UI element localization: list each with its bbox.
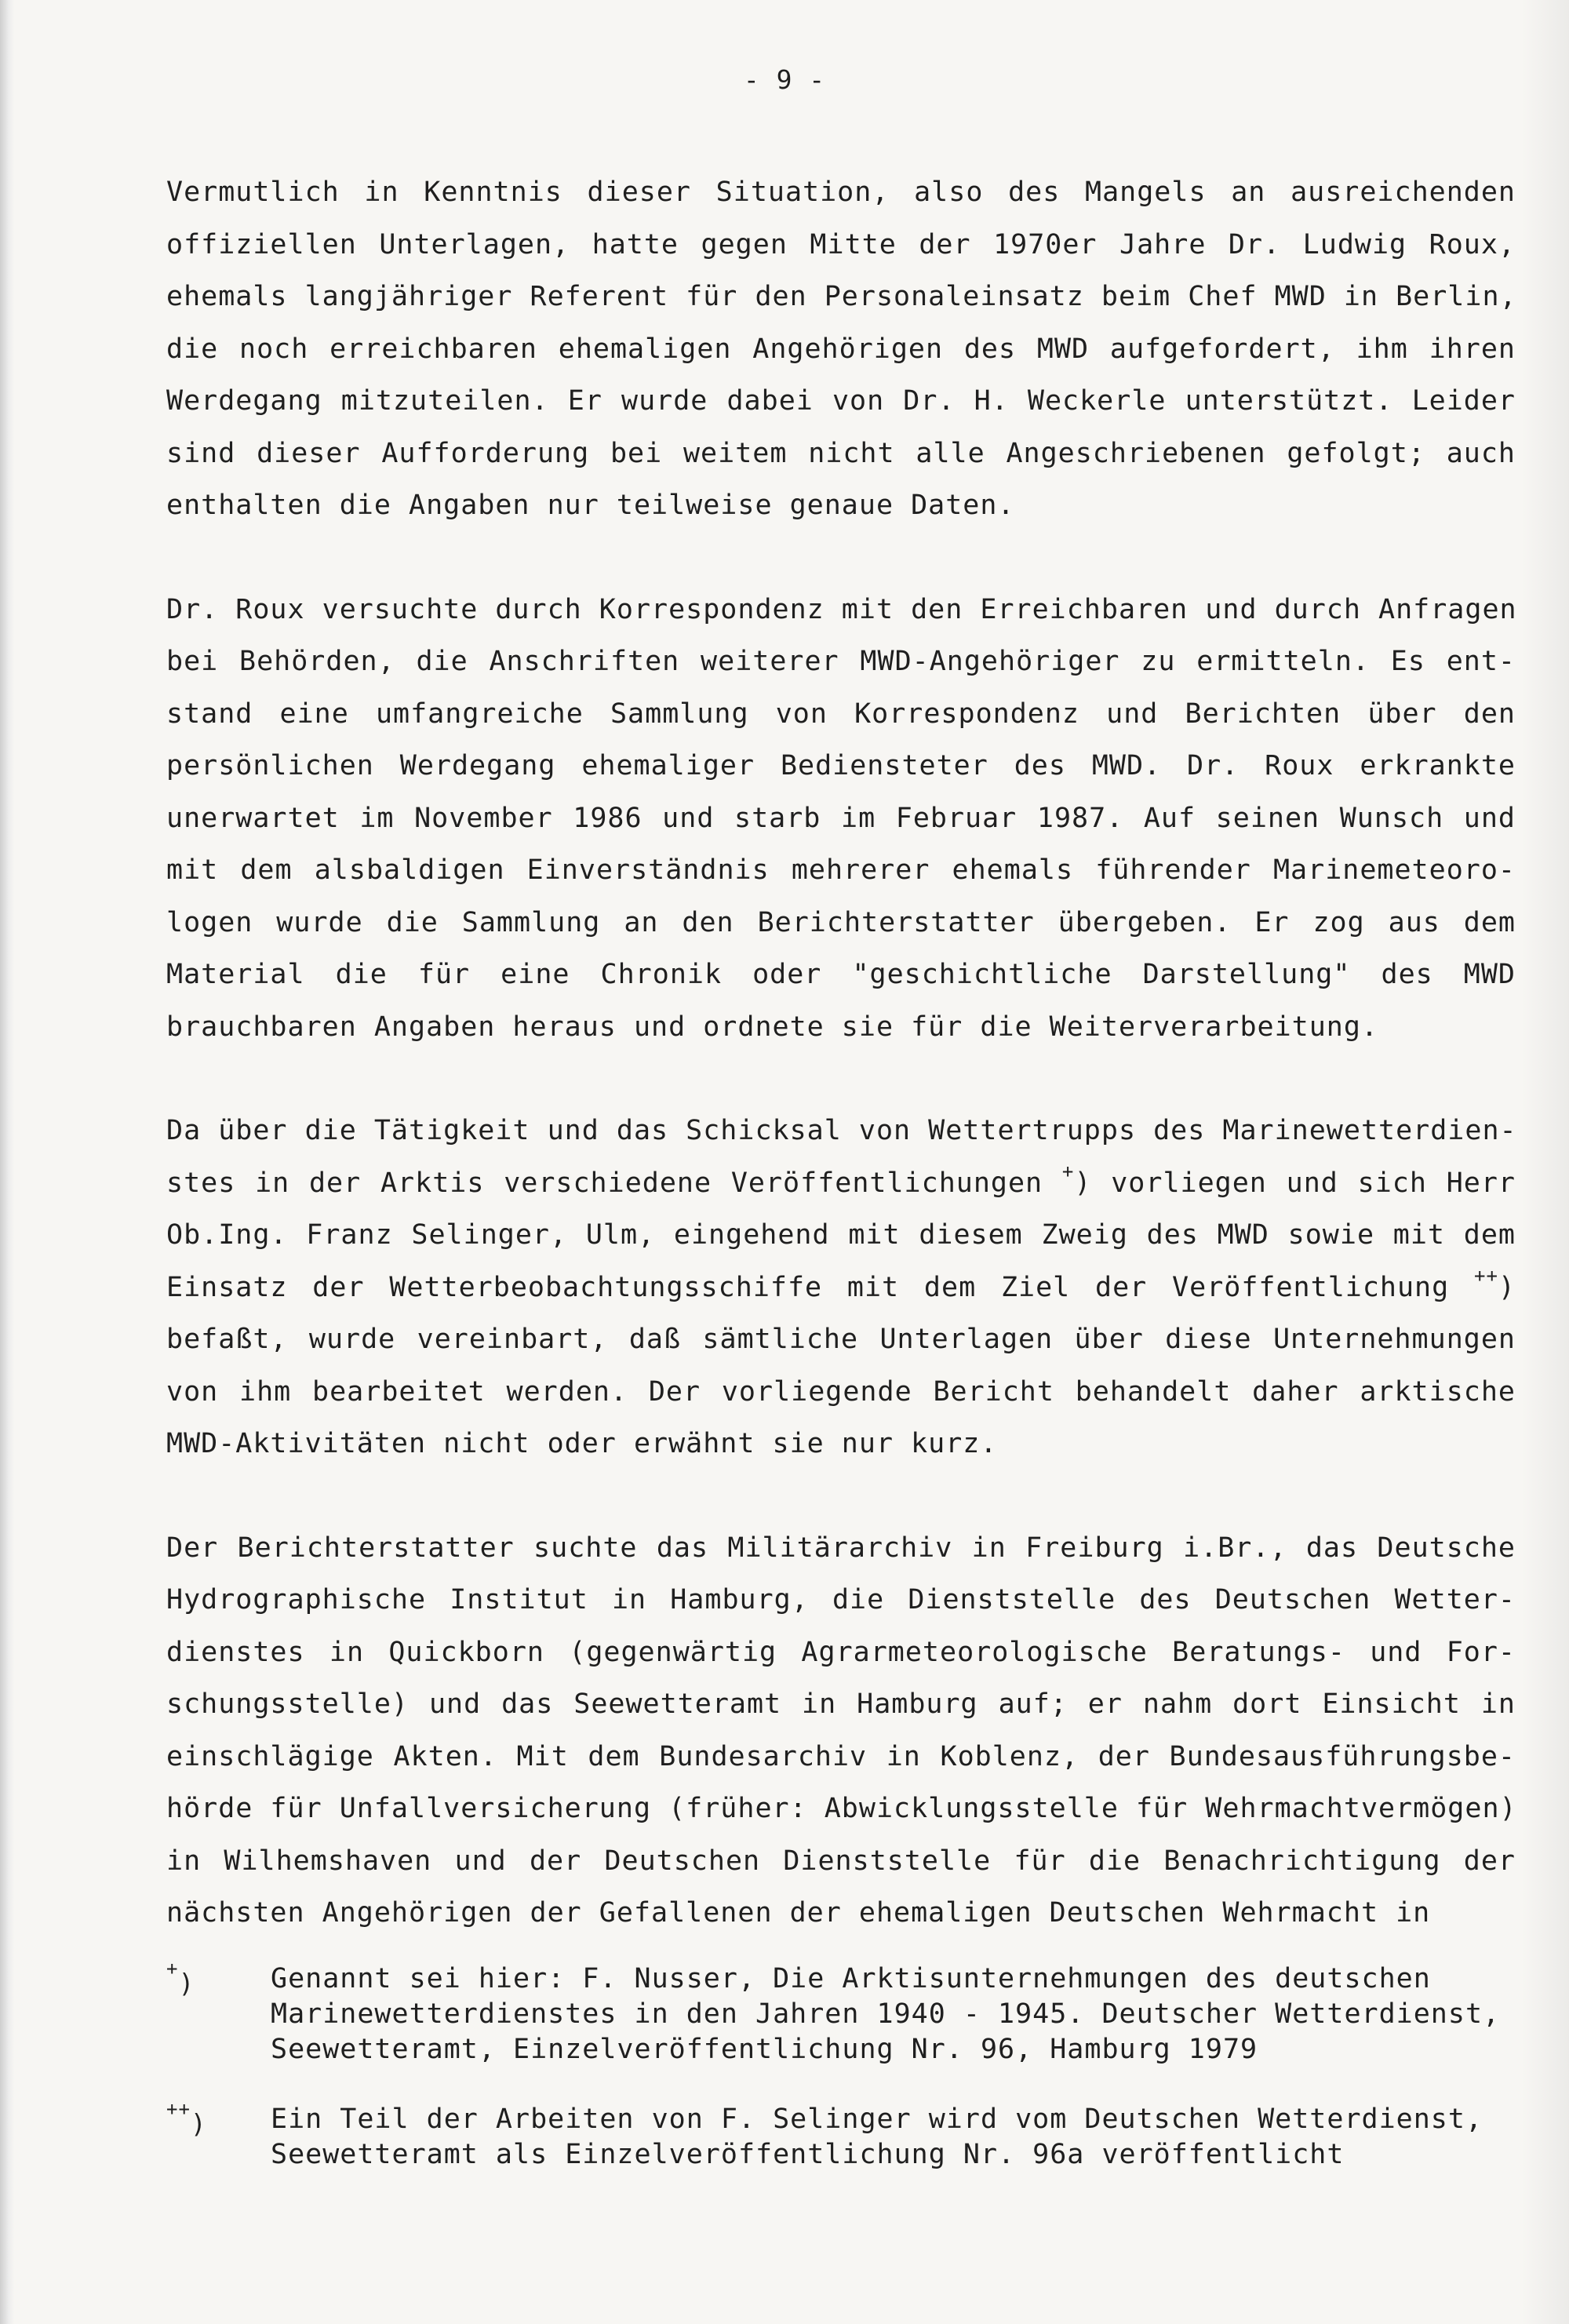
footnote-line: Seewetteramt als Einzelveröffentlichung Nr. 96a veröffentlicht — [271, 2139, 1345, 2170]
text-line: Dr. Roux versuchte durch Korrespondenz mit den Erreichbaren und durch Anfragen — [166, 593, 1517, 625]
footnote-paren: ) — [190, 2108, 207, 2139]
text-line: mit dem alsbaldigen Einverständnis mehrerer ehemals führender Marinemeteoro- — [166, 854, 1516, 886]
text-line: enthalten die Angaben nur teilweise genaue Daten. — [166, 490, 1015, 521]
footnote-paren: ) — [178, 1968, 195, 1998]
text-line: stand eine umfangreiche Sammlung von Korrespondenz und Berichten über den — [166, 698, 1516, 730]
footnote-text — [271, 1962, 1501, 2067]
text-line-with-footnote-ref — [166, 1262, 1516, 1314]
text-line: hörde für Unfallversicherung (früher: Abwicklungsstelle für Wehrmachtvermögen) — [166, 1793, 1517, 1824]
text-line: MWD-Aktivitäten nicht oder erwähnt sie nur kurz. — [166, 1428, 998, 1459]
text-segment: Einsatz der Wetterbeobachtungsschiffe mit dem Ziel der Veröffentlichung — [166, 1271, 1450, 1303]
text-line: bei Behörden, die Anschriften weiterer MWD-Angehöriger zu ermitteln. Es ent- — [166, 646, 1516, 677]
text-line: Vermutlich in Kenntnis dieser Situation, also des Mangels an ausreichenden — [166, 177, 1516, 208]
text-line: dienstes in Quickborn (gegenwärtig Agrarmeteorologische Beratungs- und For- — [166, 1636, 1516, 1668]
text-line: befaßt, wurde vereinbart, daß sämtliche Unterlagen über diese Unternehmungen — [166, 1324, 1516, 1355]
footnotes — [166, 1958, 1516, 2207]
paragraph-3 — [166, 1105, 1516, 1470]
paragraph-1 — [166, 166, 1516, 532]
page-edge-shadow — [0, 0, 14, 2324]
text-line: nächsten Angehörigen der Gefallenen der ehemaligen Deutschen Wehrmacht in — [166, 1897, 1431, 1929]
text-line-with-footnote-ref — [166, 1157, 1516, 1210]
text-line: sind dieser Aufforderung bei weitem nicht alle Angeschriebenen gefolgt; auch — [166, 437, 1516, 469]
footnote-reference-1: + — [1061, 1160, 1075, 1182]
body-text — [166, 166, 1516, 1991]
text-line: einschlägige Akten. Mit dem Bundesarchiv in Koblenz, der Bundesausführungsbe- — [166, 1740, 1516, 1772]
footnote-1 — [166, 1958, 1516, 2067]
text-line: Werdegang mitzuteilen. Er wurde dabei von Dr. H. Weckerle unterstützt. Leider — [166, 385, 1516, 417]
paragraph-2 — [166, 584, 1516, 1054]
text-line: Da über die Tätigkeit und das Schicksal von Wettertrupps des Marinewetterdien- — [166, 1115, 1517, 1146]
text-line: Ob.Ing. Franz Selinger, Ulm, eingehend mit diesem Zweig des MWD sowie mit dem — [166, 1219, 1516, 1251]
footnote-line: Marinewetterdienstes in den Jahren 1940 - 1945. Deutscher Wetterdienst, — [271, 1998, 1501, 2030]
text-line: offiziellen Unterlagen, hatte gegen Mitte der 1970er Jahre Dr. Ludwig Roux, — [166, 228, 1516, 260]
bleed-through-shadow — [1522, 0, 1569, 2324]
text-line: persönlichen Werdegang ehemaliger Bediensteter des MWD. Dr. Roux erkrankte — [166, 750, 1516, 781]
text-segment: ) vorliegen und sich Herr — [1074, 1167, 1516, 1199]
text-line: brauchbaren Angaben heraus und ordnete sie für die Weiterverarbeitung. — [166, 1011, 1379, 1043]
text-line: in Wilhemshaven und der Deutschen Dienststelle für die Benachrichtigung der — [166, 1845, 1516, 1877]
footnote-marker — [166, 2098, 268, 2139]
text-line: von ihm bearbeitet werden. Der vorliegende Bericht behandelt daher arktische — [166, 1375, 1516, 1408]
text-line: Hydrographische Institut in Hamburg, die Dienststelle des Deutschen Wetter- — [166, 1584, 1516, 1616]
text-line: schungsstelle) und das Seewetteramt in Hamburg auf; er nahm dort Einsicht in — [166, 1688, 1516, 1720]
footnote-line: Ein Teil der Arbeiten von F. Selinger wird vom Deutschen Wetterdienst, — [271, 2104, 1483, 2135]
text-line: logen wurde die Sammlung an den Berichterstatter übergeben. Er zog aus dem — [166, 906, 1516, 938]
text-line: Der Berichterstatter suchte das Militärarchiv in Freiburg i.Br., das Deutsche — [166, 1532, 1516, 1564]
footnote-line: Genannt sei hier: F. Nusser, Die Arktisunternehmungen des deutschen — [271, 1963, 1431, 1994]
text-line: unerwartet im November 1986 und starb im Februar 1987. Auf seinen Wunsch und — [166, 802, 1516, 834]
footnote-2 — [166, 2098, 1516, 2173]
text-segment: stes in der Arktis verschiedene Veröffentlichungen — [166, 1167, 1043, 1199]
footnote-text — [271, 2102, 1494, 2173]
text-line: ehemals langjähriger Referent für den Personaleinsatz beim Chef MWD in Berlin, — [166, 281, 1517, 312]
footnote-symbol: + — [166, 1958, 179, 1980]
footnote-reference-2: ++ — [1474, 1264, 1498, 1287]
footnote-marker — [166, 1958, 268, 1998]
footnote-line: Seewetteramt, Einzelveröffentlichung Nr. 96, Hamburg 1979 — [271, 2034, 1258, 2065]
footnote-symbol: ++ — [166, 2098, 191, 2120]
text-segment: ) — [1498, 1271, 1516, 1303]
page-number: - 9 - — [743, 64, 826, 95]
text-line: die noch erreichbaren ehemaligen Angehörigen des MWD aufgefordert, ihm ihren — [166, 333, 1516, 365]
paragraph-4 — [166, 1522, 1516, 1940]
text-line: Material die für eine Chronik oder "geschichtliche Darstellung" des MWD — [166, 959, 1516, 990]
